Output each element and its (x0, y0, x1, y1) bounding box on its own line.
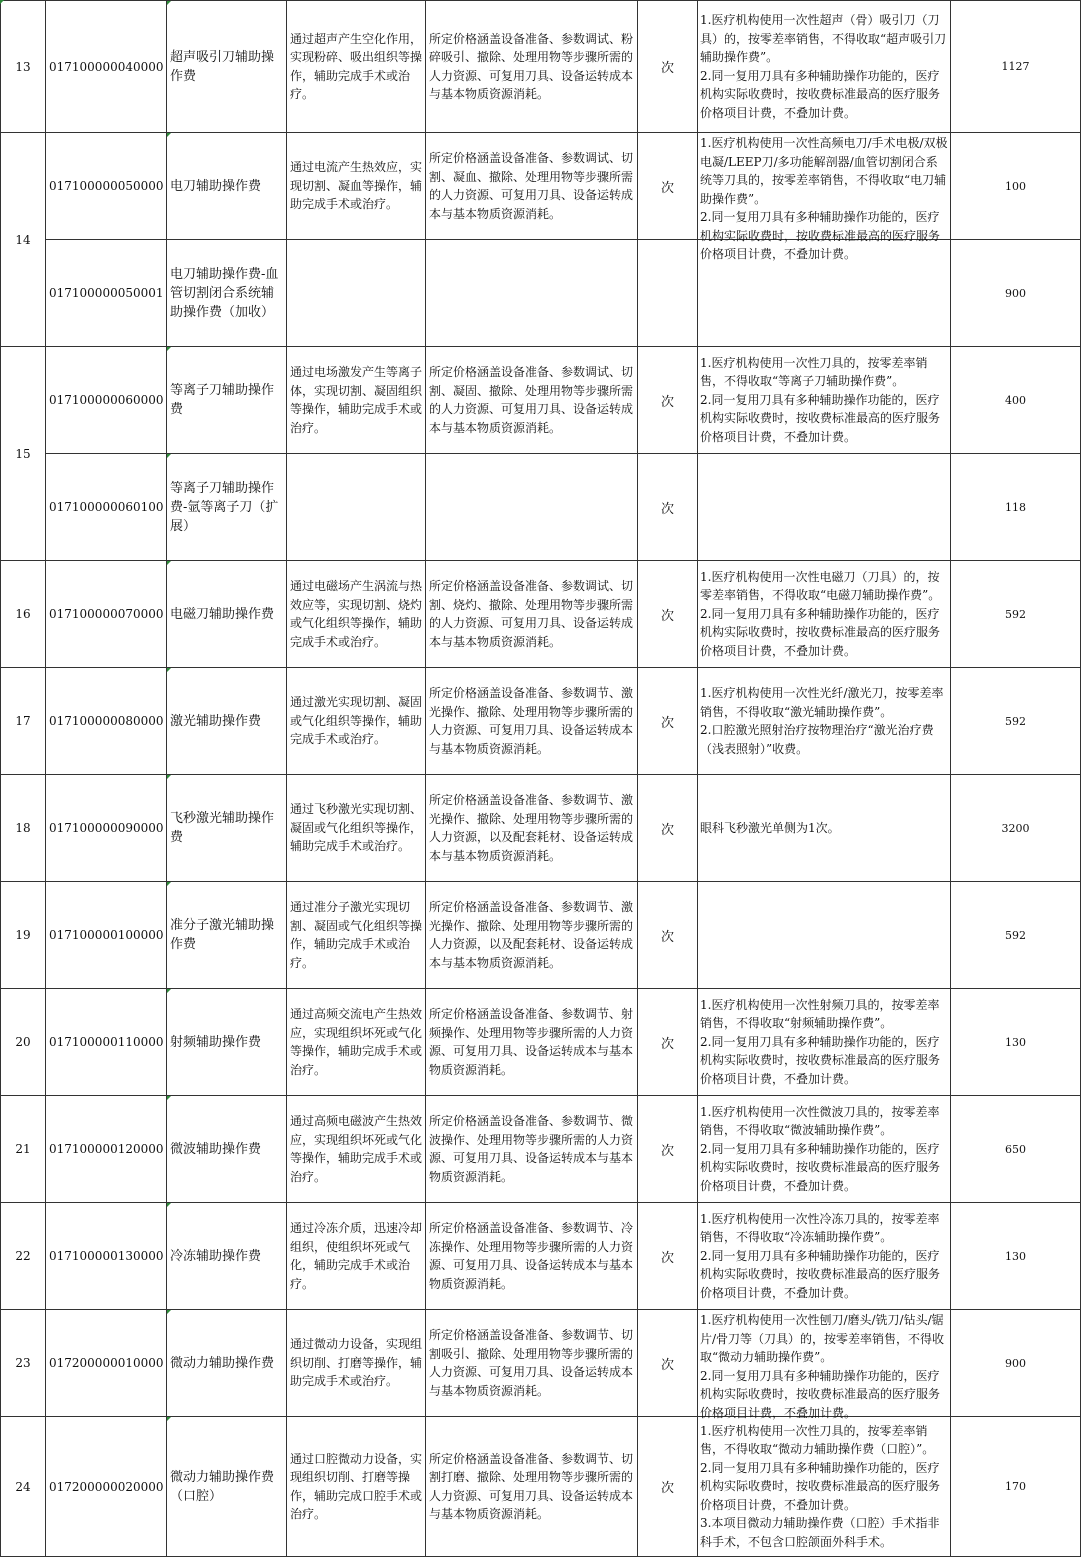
row-number: 14 (1, 133, 46, 347)
service-content: 通过电磁场产生涡流与热效应等，实现切割、烧灼或气化组织等操作，辅助完成手术或治疗。 (287, 561, 426, 668)
row-number: 20 (1, 989, 46, 1096)
comment-marker-icon (167, 454, 171, 458)
price-value: 592 (951, 561, 1081, 668)
item-name: 微波辅助操作费 (167, 1096, 287, 1203)
explanation: 1.医疗机构使用一次性冷冻刀具的，按零差率销售，不得收取“冷冻辅助操作费”。 2.同一复用刀具有多种辅助操作功能的，医疗机构实际收费时，按收费标准最高的医疗服务价格项目计费，不叠加计费。 (698, 1203, 951, 1310)
explanation (698, 882, 951, 989)
item-code: 017100000040000 (46, 1, 167, 133)
table-row (1, 668, 1081, 775)
pricing-unit: 次 (638, 989, 698, 1096)
item-name: 电磁刀辅助操作费 (167, 561, 287, 668)
table-row (1, 561, 1081, 668)
price-composition: 所定价格涵盖设备准备、参数调试、粉碎吸引、撤除、处理用物等步骤所需的人力资源、可复用刀具、设备运转成本与基本物质资源消耗。 (426, 1, 638, 133)
service-content: 通过电流产生热效应，实现切割、凝血等操作，辅助完成手术或治疗。 (287, 133, 426, 240)
item-name: 等离子刀辅助操作费 (167, 347, 287, 454)
table-row (1, 989, 1081, 1096)
price-value: 900 (951, 1310, 1081, 1417)
comment-marker-icon (167, 561, 171, 565)
price-value: 592 (951, 882, 1081, 989)
table-row (1, 1417, 1081, 1557)
explanation: 1.医疗机构使用一次性刀具的，按零差率销售，不得收取“等离子刀辅助操作费”。 2.同一复用刀具有多种辅助操作功能的，医疗机构实际收费时，按收费标准最高的医疗服务价格项目计费，不叠加计费。 (698, 347, 951, 454)
comment-marker-icon (167, 668, 171, 672)
explanation: 1.医疗机构使用一次性光纤/激光刀，按零差率销售，不得收取“激光辅助操作费”。 2.口腔激光照射治疗按物理治疗“激光治疗费（浅表照射）”收费。 (698, 668, 951, 775)
service-content (287, 240, 426, 347)
item-code: 017200000010000 (46, 1310, 167, 1417)
explanation: 1.医疗机构使用一次性超声（骨）吸引刀（刀具）的，按零差率销售，不得收取“超声吸引刀辅助操作费”。 2.同一复用刀具有多种辅助操作功能的，医疗机构实际收费时，按收费标准最高的医疗服务价格项目计费，不叠加计费。 (698, 1, 951, 133)
price-value: 170 (951, 1417, 1081, 1557)
row-number: 13 (1, 1, 46, 133)
table-row (1, 347, 1081, 454)
item-name: 电刀辅助操作费-血管切割闭合系统辅助操作费（加收） (167, 240, 287, 347)
explanation: 1.医疗机构使用一次性射频刀具的，按零差率销售，不得收取“射频辅助操作费”。 2.同一复用刀具有多种辅助操作功能的，医疗机构实际收费时，按收费标准最高的医疗服务价格项目计费，不叠加计费。 (698, 989, 951, 1096)
table-row (1, 775, 1081, 882)
pricing-unit: 次 (638, 882, 698, 989)
table-row (1, 1203, 1081, 1310)
service-content: 通过微动力设备，实现组织切削、打磨等操作，辅助完成手术或治疗。 (287, 1310, 426, 1417)
service-content: 通过冷冻介质，迅速冷却组织，使组织坏死或气化，辅助完成手术或治疗。 (287, 1203, 426, 1310)
price-value: 650 (951, 1096, 1081, 1203)
table-row (1, 1310, 1081, 1417)
explanation: 1.医疗机构使用一次性刨刀/磨头/铣刀/钻头/锯片/骨刀等（刀具）的，按零差率销售，不得收取“微动力辅助操作费”。 2.同一复用刀具有多种辅助操作功能的，医疗机构实际收费时，按收费标准最高的医疗服务价格项目计费，不叠加计费。 (698, 1310, 951, 1417)
item-code: 017100000060000 (46, 347, 167, 454)
explanation: 1.医疗机构使用一次性高频电刀/手术电极/双极电凝/LEEP刀/多功能解剖器/血管切割闭合系统等刀具的，按零差率销售，不得收取“电刀辅助操作费”。 2.同一复用刀具有多种辅助操作功能的，医疗机构实际收费时，按收费标准最高的医疗服务价格项目计费，不叠加计费。 (698, 133, 951, 240)
table-row (1, 1, 1081, 133)
item-name: 超声吸引刀辅助操作费 (167, 1, 287, 133)
comment-marker-icon (167, 347, 171, 351)
pricing-unit: 次 (638, 1417, 698, 1557)
item-name: 微动力辅助操作费 (167, 1310, 287, 1417)
row-number: 24 (1, 1417, 46, 1557)
price-composition: 所定价格涵盖设备准备、参数调试、切割、凝固、撤除、处理用物等步骤所需的人力资源、可复用刀具、设备运转成本与基本物质资源消耗。 (426, 347, 638, 454)
item-code: 017100000130000 (46, 1203, 167, 1310)
price-value: 1127 (951, 1, 1081, 133)
pricing-unit: 次 (638, 775, 698, 882)
item-code: 017100000110000 (46, 989, 167, 1096)
row-number: 18 (1, 775, 46, 882)
pricing-unit: 次 (638, 668, 698, 775)
service-content: 通过超声产生空化作用，实现粉碎、吸出组织等操作，辅助完成手术或治疗。 (287, 1, 426, 133)
price-composition: 所定价格涵盖设备准备、参数调节、切割打磨、撤除、处理用物等步骤所需的人力资源、可复用刀具、设备运转成本与基本物质资源消耗。 (426, 1417, 638, 1557)
pricing-unit: 次 (638, 347, 698, 454)
explanation: 1.医疗机构使用一次性电磁刀（刀具）的，按零差率销售，不得收取“电磁刀辅助操作费”。 2.同一复用刀具有多种辅助操作功能的，医疗机构实际收费时，按收费标准最高的医疗服务价格项目计费，不叠加计费。 (698, 561, 951, 668)
price-composition: 所定价格涵盖设备准备、参数调节、微波操作、处理用物等步骤所需的人力资源、可复用刀具、设备运转成本与基本物质资源消耗。 (426, 1096, 638, 1203)
item-code: 017100000100000 (46, 882, 167, 989)
table-row (1, 240, 1081, 347)
price-value: 900 (951, 240, 1081, 347)
comment-marker-icon (167, 133, 171, 137)
table-row (1, 882, 1081, 989)
price-composition: 所定价格涵盖设备准备、参数调节、射频操作、处理用物等步骤所需的人力资源、可复用刀具、设备运转成本与基本物质资源消耗。 (426, 989, 638, 1096)
row-number: 19 (1, 882, 46, 989)
item-code: 017100000050000 (46, 133, 167, 240)
item-code: 017100000070000 (46, 561, 167, 668)
price-value: 592 (951, 668, 1081, 775)
item-code: 017100000080000 (46, 668, 167, 775)
price-composition: 所定价格涵盖设备准备、参数调节、切割吸引、撤除、处理用物等步骤所需的人力资源、可复用刀具、设备运转成本与基本物质资源消耗。 (426, 1310, 638, 1417)
explanation: 1.医疗机构使用一次性刀具的，按零差率销售，不得收取“微动力辅助操作费（口腔）”。 2.同一复用刀具有多种辅助操作功能的，医疗机构实际收费时，按收费标准最高的医疗服务价格项目计费，不叠加计费。 3.本项目微动力辅助操作费（口腔）手术指非科手术，不包含口腔颌面外科手术。 (698, 1417, 951, 1557)
price-composition: 所定价格涵盖设备准备、参数调节、激光操作、撤除、处理用物等步骤所需的人力资源，以及配套耗材、设备运转成本与基本物质资源消耗。 (426, 775, 638, 882)
explanation (698, 454, 951, 561)
comment-marker-icon (167, 1310, 171, 1314)
service-content (287, 454, 426, 561)
table-row (1, 1096, 1081, 1203)
item-code: 017100000090000 (46, 775, 167, 882)
pricing-unit (638, 240, 698, 347)
row-number: 15 (1, 347, 46, 561)
comment-marker-icon (167, 775, 171, 779)
service-content: 通过口腔微动力设备，实现组织切削、打磨等操作，辅助完成口腔手术或治疗。 (287, 1417, 426, 1557)
price-value: 130 (951, 1203, 1081, 1310)
price-composition: 所定价格涵盖设备准备、参数调节、激光操作、撤除、处理用物等步骤所需的人力资源、可复用刀具、设备运转成本与基本物质资源消耗。 (426, 668, 638, 775)
item-name: 飞秒激光辅助操作费 (167, 775, 287, 882)
service-content: 通过电场激发产生等离子体，实现切割、凝固组织等操作，辅助完成手术或治疗。 (287, 347, 426, 454)
item-name: 准分子激光辅助操作费 (167, 882, 287, 989)
item-code: 017100000120000 (46, 1096, 167, 1203)
pricing-unit: 次 (638, 1203, 698, 1310)
explanation: 眼科飞秒激光单侧为1次。 (698, 775, 951, 882)
comment-marker-icon (167, 1096, 171, 1100)
service-content: 通过激光实现切割、凝固或气化组织等操作，辅助完成手术或治疗。 (287, 668, 426, 775)
comment-marker-icon (167, 1417, 171, 1421)
price-composition (426, 240, 638, 347)
item-code: 017100000050001 (46, 240, 167, 347)
item-name: 微动力辅助操作费（口腔） (167, 1417, 287, 1557)
pricing-unit: 次 (638, 133, 698, 240)
table-row (1, 133, 1081, 240)
service-content: 通过准分子激光实现切割、凝固或气化组织等操作，辅助完成手术或治疗。 (287, 882, 426, 989)
item-name: 等离子刀辅助操作费-氩等离子刀（扩展） (167, 454, 287, 561)
price-value: 3200 (951, 775, 1081, 882)
service-content: 通过高频电磁波产生热效应，实现组织坏死或气化等操作，辅助完成手术或治疗。 (287, 1096, 426, 1203)
comment-marker-icon (167, 882, 171, 886)
comment-marker-icon (167, 1203, 171, 1207)
row-number: 16 (1, 561, 46, 668)
comment-marker-icon (167, 989, 171, 993)
service-content: 通过高频交流电产生热效应，实现组织坏死或气化等操作，辅助完成手术或治疗。 (287, 989, 426, 1096)
pricing-unit: 次 (638, 454, 698, 561)
pricing-unit: 次 (638, 1, 698, 133)
item-name: 冷冻辅助操作费 (167, 1203, 287, 1310)
service-content: 通过飞秒激光实现切割、凝固或气化组织等操作，辅助完成手术或治疗。 (287, 775, 426, 882)
item-name: 射频辅助操作费 (167, 989, 287, 1096)
item-name: 电刀辅助操作费 (167, 133, 287, 240)
price-value: 118 (951, 454, 1081, 561)
comment-marker-icon (0, 0, 4, 4)
price-composition: 所定价格涵盖设备准备、参数调节、激光操作、撤除、处理用物等步骤所需的人力资源，以及配套耗材、设备运转成本与基本物质资源消耗。 (426, 882, 638, 989)
price-value: 400 (951, 347, 1081, 454)
price-composition (426, 454, 638, 561)
row-number: 17 (1, 668, 46, 775)
row-number: 22 (1, 1203, 46, 1310)
pricing-unit: 次 (638, 1310, 698, 1417)
price-composition: 所定价格涵盖设备准备、参数调试、切割、凝血、撤除、处理用物等步骤所需的人力资源、可复用刀具、设备运转成本与基本物质资源消耗。 (426, 133, 638, 240)
pricing-unit: 次 (638, 561, 698, 668)
table-row (1, 454, 1081, 561)
price-composition: 所定价格涵盖设备准备、参数调试、切割、烧灼、撤除、处理用物等步骤所需的人力资源、可复用刀具、设备运转成本与基本物质资源消耗。 (426, 561, 638, 668)
item-code: 017100000060100 (46, 454, 167, 561)
row-number: 23 (1, 1310, 46, 1417)
pricing-unit: 次 (638, 1096, 698, 1203)
price-value: 130 (951, 989, 1081, 1096)
row-number: 21 (1, 1096, 46, 1203)
price-composition: 所定价格涵盖设备准备、参数调节、冷冻操作、处理用物等步骤所需的人力资源、可复用刀具、设备运转成本与基本物质资源消耗。 (426, 1203, 638, 1310)
price-value: 100 (951, 133, 1081, 240)
comment-marker-icon (167, 1, 171, 5)
item-code: 017200000020000 (46, 1417, 167, 1557)
item-name: 激光辅助操作费 (167, 668, 287, 775)
explanation: 1.医疗机构使用一次性微波刀具的，按零差率销售，不得收取“微波辅助操作费”。 2.同一复用刀具有多种辅助操作功能的，医疗机构实际收费时，按收费标准最高的医疗服务价格项目计费，不叠加计费。 (698, 1096, 951, 1203)
